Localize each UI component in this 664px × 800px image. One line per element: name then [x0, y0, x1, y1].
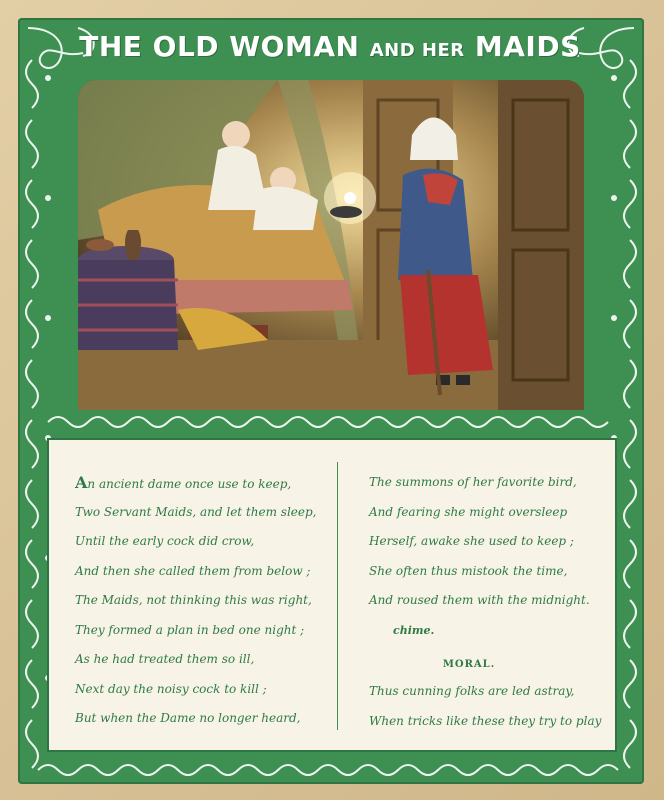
poem-line: And then she called them from below ;	[75, 563, 311, 578]
moral-line: Thus cunning folks are led astray,	[369, 684, 575, 698]
title-band	[79, 24, 581, 68]
poem-line: She often thus mistook the time,	[369, 563, 568, 578]
poem-left-column	[75, 468, 325, 734]
poem-line: They formed a plan in bed one night ;	[75, 622, 305, 637]
poem-line: As he had treated them so ill,	[75, 652, 255, 666]
poem-line: And roused them with the midnight.	[369, 593, 590, 607]
poem-line-indent: chime.	[393, 623, 435, 637]
poem-line: Herself, awake she used to keep ;	[369, 534, 574, 548]
drop-cap: A	[75, 473, 88, 492]
poem-line: The Maids, not thinking this was right,	[75, 593, 312, 607]
poem-line: An ancient dame once use to keep,	[75, 473, 292, 492]
poem-line: Two Servant Maids, and let them sleep,	[75, 504, 317, 519]
poem-line: And fearing she might oversleep	[369, 504, 568, 519]
poem-right-column	[369, 468, 609, 736]
column-divider	[337, 462, 338, 730]
poem-line: The summons of her favorite bird,	[369, 475, 577, 489]
poem-line: Until the early cock did crow,	[75, 534, 255, 548]
moral-heading: MORAL.	[442, 659, 496, 670]
moral-line: When tricks like these they try to play	[369, 713, 602, 728]
poem-line: But when the Dame no longer heard,	[75, 711, 301, 725]
poem-panel	[47, 438, 617, 752]
old-woman-with-candle-illustration	[78, 80, 584, 410]
card-title: THE OLD WOMAN AND HER MAIDS	[79, 29, 581, 63]
poem-line: Next day the noisy cock to kill ;	[75, 681, 267, 696]
